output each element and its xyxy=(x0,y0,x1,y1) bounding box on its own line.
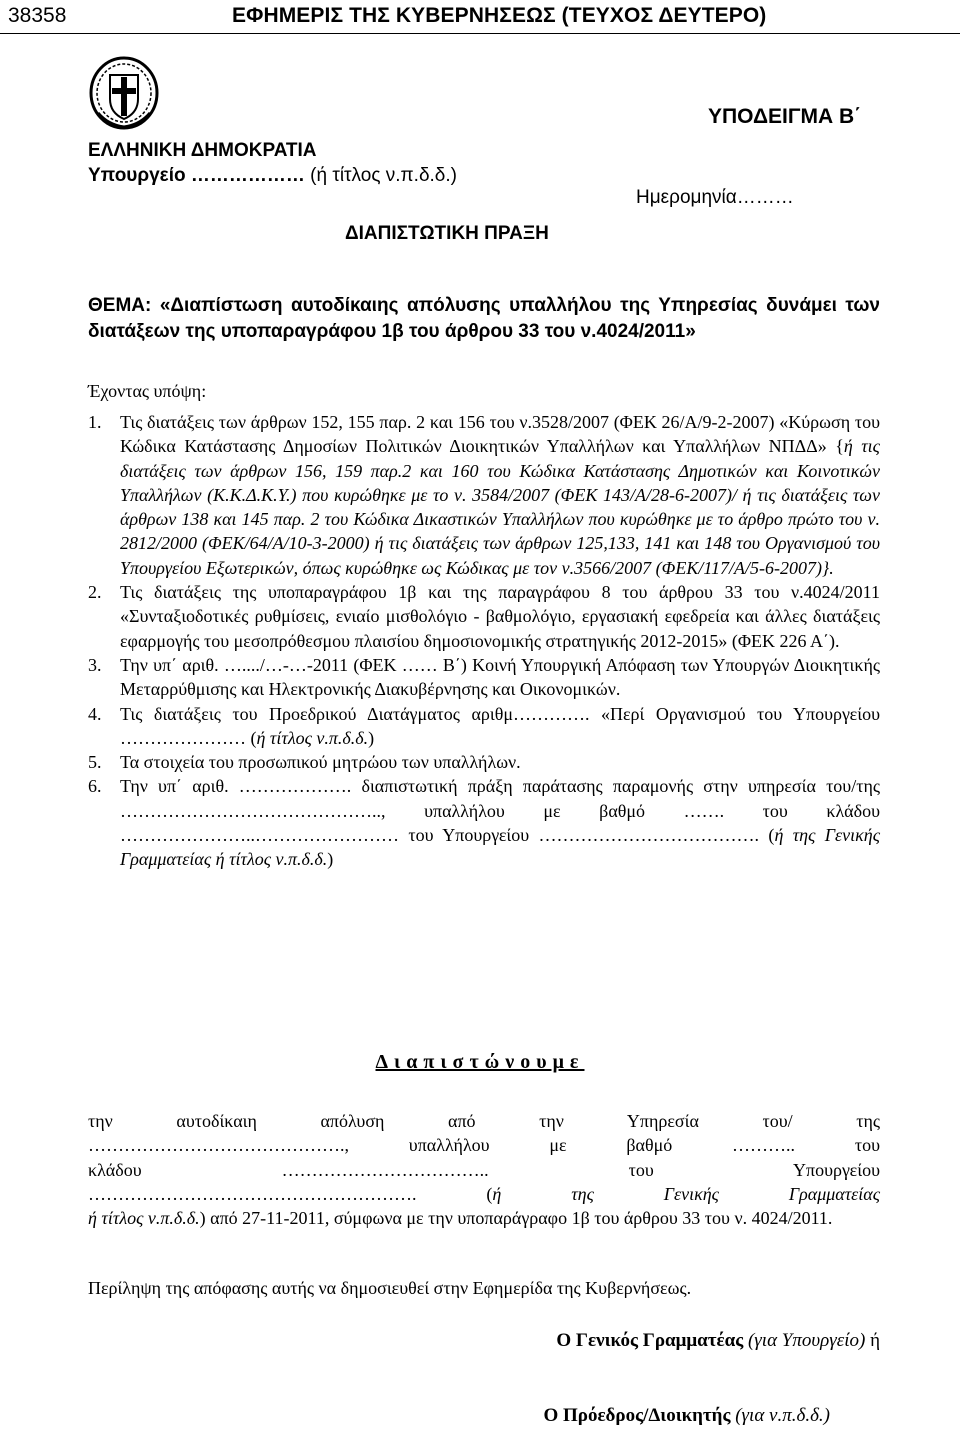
signature-title: Ο Γενικός Γραμματέας xyxy=(556,1330,744,1351)
list-item xyxy=(88,580,880,653)
signature-president xyxy=(543,1405,830,1427)
document-title: ΔΙΑΠΙΣΤΩΤΙΚΗ ΠΡΑΞΗ xyxy=(345,223,549,244)
ministry-dots: ……………… xyxy=(190,165,305,186)
item-number: 3. xyxy=(88,654,102,675)
template-label: ΥΠΟΔΕΙΓΜΑ Β΄ xyxy=(708,105,862,128)
signature-note: (για Υπουργείο) xyxy=(747,1330,866,1351)
item-number: 4. xyxy=(88,703,102,724)
considering-label: Έχοντας υπόψη: xyxy=(88,381,207,401)
declaration-body xyxy=(88,1109,880,1230)
item-number: 1. xyxy=(88,412,102,432)
header-divider xyxy=(0,33,960,34)
declaration-italic: ή της Γενικής Γραμματείας xyxy=(492,1183,880,1204)
item-text-after: ) xyxy=(327,849,334,870)
list-item xyxy=(88,410,880,580)
subject-line: ΘΕΜΑ: «Διαπίστωση αυτοδίκαιης απόλυσης υπαλλήλου της Υπηρεσίας δυνάμει των διατάξεων της υποπαραγράφου 1β του άρθρου 33 του ν.4024/2011» xyxy=(88,295,880,342)
declaration-italic: ή τίτλος ν.π.δ.δ. xyxy=(88,1208,200,1229)
declaration-heading xyxy=(0,1051,960,1074)
signature-note: (για ν.π.δ.δ.) xyxy=(735,1405,830,1426)
declaration-line: ……………………………………., υπαλλήλου με βαθμό ……….. του xyxy=(88,1135,880,1156)
item-text-italic: ή της Γενικής Γραμματείας ή τίτλος ν.π.δ.δ. xyxy=(120,825,880,870)
ministry-prefix: Υπουργείο xyxy=(88,165,186,186)
item-text-italic: ή τίτλος ν.π.δ.δ. xyxy=(256,727,369,748)
item-text-italic: ή τις διατάξεις των άρθρων 156, 159 παρ.2 και 160 του Κώδικα Κατάστασης Δημοτικών και Κοινοτικών Υπαλλήλων (Κ.Κ.Δ.Κ.Υ.) που κυρώθηκε με το ν. 3584/2007 (ΦΕΚ 143/Α/28-6-2007)/ ή τις διατάξεις των άρθρων 138 και 145 παρ. 2 του Κώδικα Δικαστικών Υπαλλήλων που κυρώθηκε με το άρθρο πρώτο του ν. 2812/2000 (ΦΕΚ/64/Α/10-3-2000) ή τις διατάξεις των άρθρων 125,133, 141 και 148 του Οργανισμού του Υπουργείου Εξωτερικών, όπως κυρώθηκε ως Κώδικας με τον ν.3566/2007 (ΦΕΚ/117/Α/5-6-2007)}. xyxy=(120,436,880,578)
declaration-dots: ………………………………………………. ( xyxy=(88,1183,493,1204)
declaration-line: την αυτοδίκαιη απόλυση από την Υπηρεσία του/ της xyxy=(88,1111,880,1131)
gazette-header-title: ΕΦΗΜΕΡΙΣ ΤΗΣ ΚΥΒΕΡΝΗΣΕΩΣ (ΤΕΥΧΟΣ ΔΕΥΤΕΡΟ) xyxy=(232,4,767,27)
item-text-after: ) xyxy=(368,727,375,748)
item-text: Τις διατάξεις του Προεδρικού Διατάγματος αριθμ…………. «Περί Οργανισμού του Υπουργείου ………………… ( xyxy=(120,703,880,748)
item-text: Την υπ΄ αριθ. …..../…-…-2011 (ΦΕΚ …… Β΄) Κοινή Υπουργική Απόφαση των Υπουργών Διοικητικής Μεταρρύθμισης και Ηλεκτρονικής Διακυβέρνησης και Οικονομικών. xyxy=(120,654,880,700)
item-text: Τα στοιχεία του προσωπικού μητρώου των υπαλλήλων. xyxy=(120,752,521,773)
item-text: Τις διατάξεις των άρθρων 152, 155 παρ. 2 και 156 του ν.3528/2007 (ΦΕΚ 26/Α/9-2-2007) «Κύρωση του Κώδικα Κατάστασης Δημοσίων Πολιτικών Διοικητικών Υπαλλήλων και Υπαλλήλων ΝΠΔΔ» { xyxy=(120,412,880,457)
item-number: 5. xyxy=(88,752,102,773)
page-number: 38358 xyxy=(8,4,67,27)
ministry-line xyxy=(88,163,457,188)
declaration-line: κλάδου …………………………….. του Υπουργείου xyxy=(88,1159,880,1180)
publication-note: Περίληψη της απόφασης αυτής να δημοσιευθεί στην Εφημερίδα της Κυβερνήσεως. xyxy=(88,1278,692,1298)
declaration-line xyxy=(88,1182,880,1206)
signature-title: Ο Πρόεδρος/Διοικητής xyxy=(543,1405,731,1426)
ministry-suffix: (ή τίτλος ν.π.δ.δ.) xyxy=(310,165,457,186)
signature-tail: ή xyxy=(870,1330,880,1351)
date-line: Ημερομηνία……… xyxy=(636,187,794,208)
list-item xyxy=(88,653,880,702)
declaration-text: ) από 27-11-2011, σύμφωνα με την υποπαράγραφο 1β του άρθρου 33 του ν. 4024/2011. xyxy=(199,1208,833,1229)
list-item xyxy=(88,750,880,774)
item-number: 6. xyxy=(88,776,102,797)
item-text: Τις διατάξεις της υποπαραγράφου 1β και της παραγράφου 8 του άρθρου 33 του ν.4024/2011 «Συνταξιοδοτικές ρυθμίσεις, ενιαίο μισθολόγιο - βαθμολόγιο, εργασιακή εφεδρεία και άλλες διατάξεις εφαρμογής του μεσοπρόθεσμου πλαισίου δημοσιονομικής στρατηγικής 2012-2015» (ΦΕΚ 226 Α΄). xyxy=(120,582,880,651)
signature-general-secretary xyxy=(556,1330,880,1352)
greek-coat-of-arms-icon xyxy=(88,55,160,131)
declaration-word: Διαπιστώνουμε xyxy=(375,1051,585,1073)
list-item xyxy=(88,774,880,871)
list-item xyxy=(88,702,880,751)
declaration-line xyxy=(88,1206,880,1230)
considerations-list xyxy=(88,410,880,872)
item-text: Την υπ΄ αριθ. ………………. διαπιστωτική πράξη παράτασης παραμονής στην υπηρεσία του/της …………………………………….., υπαλλήλου με βαθμό ……. του κλάδου …………………..…………………… του Υπουργείου ………………………………. ( xyxy=(120,776,880,846)
item-number: 2. xyxy=(88,582,102,603)
issuer-block xyxy=(88,138,457,188)
republic-name: ΕΛΛΗΝΙΚΗ ΔΗΜΟΚΡΑΤΙΑ xyxy=(88,140,317,161)
